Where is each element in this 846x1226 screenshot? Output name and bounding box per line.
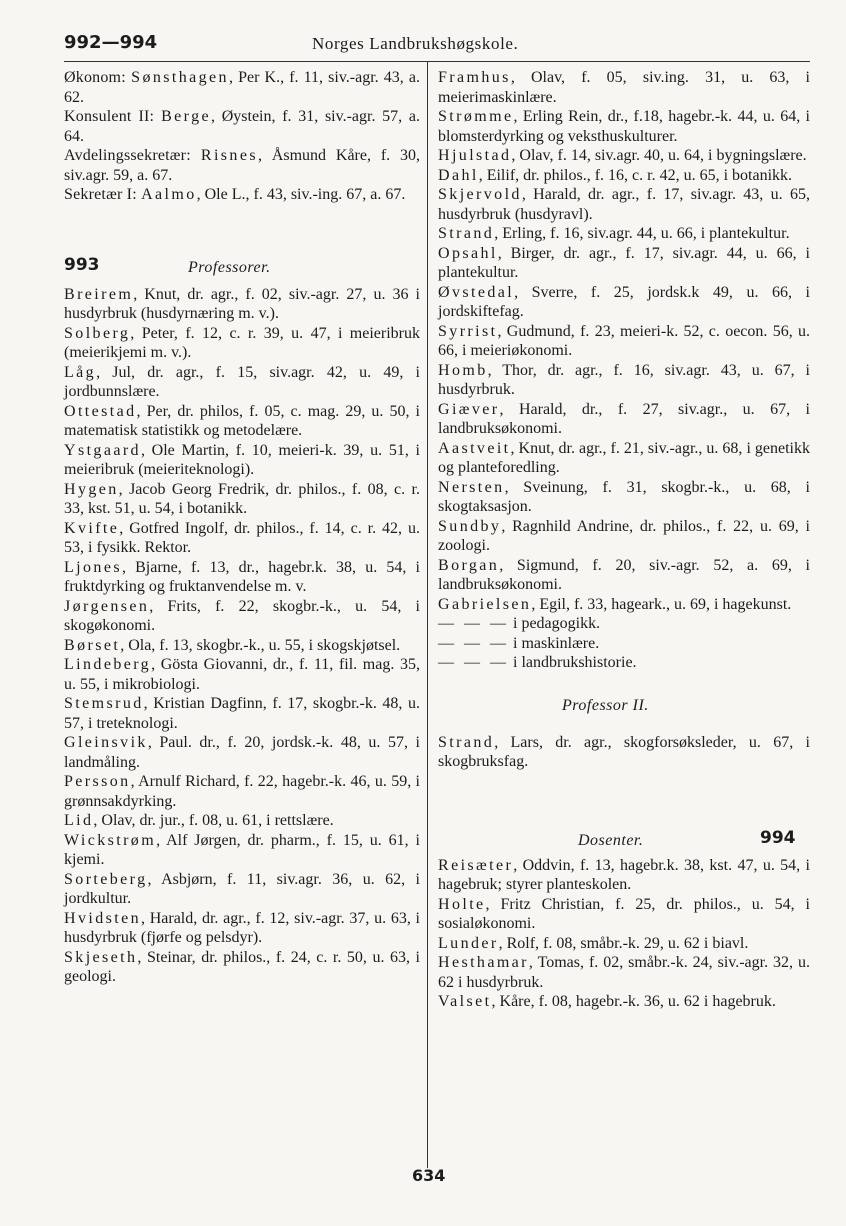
professors-list-left bbox=[64, 285, 420, 987]
professor-entry: Lid, Olav, dr. jur., f. 08, u. 61, i rettslære. bbox=[64, 812, 334, 829]
vacant-chairs bbox=[438, 614, 810, 673]
docent-entry: Valset, Kåre, f. 08, hagebr.-k. 36, u. 62 i hagebruk. bbox=[438, 993, 776, 1010]
professor-entry: Låg, Jul, dr. agr., f. 15, siv.agr. 42, u. 49, i jordbunnslære. bbox=[64, 363, 420, 400]
staff-entry: Sekretær I: Aalmo, Ole L., f. 43, siv.-ing. 67, a. 67. bbox=[64, 186, 406, 203]
professor-entry: Hygen, Jacob Georg Fredrik, dr. philos., f. 08, c. r. 33, kst. 51, u. 54, i botanikk. bbox=[64, 480, 420, 517]
page-header bbox=[64, 32, 810, 60]
professor-entry: Syrrist, Gudmund, f. 23, meieri-k. 52, c. oecon. 56, u. 66, i meieriøkonomi. bbox=[438, 322, 810, 359]
professor-entry: Giæver, Harald, dr., f. 27, siv.agr., u. 67, i landbruksøkonomi. bbox=[438, 400, 810, 437]
professor-ii-heading bbox=[438, 673, 810, 733]
staff-list bbox=[64, 68, 420, 205]
professor-entry: Opsahl, Birger, dr. agr., f. 17, siv.agr. 44, u. 66, i plantekultur. bbox=[438, 244, 810, 281]
professor-entry: Hjulstad, Olav, f. 14, siv.agr. 40, u. 64, i bygningslære. bbox=[438, 147, 807, 164]
page-range: 992—994 bbox=[64, 32, 158, 53]
professor-entry: Solberg, Peter, f. 12, c. r. 39, u. 47, i meieribruk (meierikjemi m. v.). bbox=[64, 324, 420, 361]
professor-entry: Borgan, Sigmund, f. 20, siv.-agr. 52, a. 69, i landbruksøkonomi. bbox=[438, 556, 810, 593]
professor-entry: Jørgensen, Frits, f. 22, skogbr.-k., u. 54, i skogøkonomi. bbox=[64, 597, 420, 634]
vacancy-entry: — — — i pedagogikk. bbox=[438, 615, 601, 632]
professor-ii-list bbox=[438, 733, 810, 772]
professor-entry: Kvifte, Gotfred Ingolf, dr. philos., f. 14, c. r. 42, u. 53, i fysikk. Rektor. bbox=[64, 519, 420, 556]
left-column bbox=[64, 68, 420, 987]
professor-entry: Stemsrud, Kristian Dagfinn, f. 17, skogbr.-k. 48, u. 57, i treteknologi. bbox=[64, 695, 420, 732]
column-divider bbox=[427, 62, 428, 1168]
professor-entry: Strand, Lars, dr. agr., skogforsøksleder, u. 67, i skogbruksfag. bbox=[438, 733, 810, 770]
docent-entry: Reisæter, Oddvin, f. 13, hagebr.k. 38, kst. 47, u. 54, i hagebruk; styrer planteskolen. bbox=[438, 856, 810, 893]
section-994-heading bbox=[438, 772, 810, 856]
staff-entry: Avdelingssekretær: Risnes, Åsmund Kåre, f. 30, siv.agr. 59, a. 67. bbox=[64, 147, 420, 184]
professor-entry: Lindeberg, Gösta Giovanni, dr., f. 11, fil. mag. 35, u. 55, i mikrobiologi. bbox=[64, 656, 420, 693]
section-number: 994 bbox=[760, 827, 796, 848]
professor-entry: Skjeseth, Steinar, dr. philos., f. 24, c. r. 50, u. 63, i geologi. bbox=[64, 948, 420, 985]
section-number: 993 bbox=[64, 254, 100, 275]
professor-entry: Breirem, Knut, dr. agr., f. 02, siv.-agr. 27, u. 36 i husdyrbruk (husdyrnæring m. v.). bbox=[64, 285, 420, 322]
professor-entry: Børset, Ola, f. 13, skogbr.-k., u. 55, i skogskjøtsel. bbox=[64, 636, 401, 654]
section-title: Dosenter. bbox=[578, 831, 644, 849]
professor-entry: Skjervold, Harald, dr. agr., f. 17, siv.agr. 43, u. 65, husdyrbruk (husdyravl). bbox=[438, 186, 810, 223]
professor-entry: Gleinsvik, Paul. dr., f. 20, jordsk.-k. 48, u. 57, i landmåling. bbox=[64, 734, 420, 771]
docent-entry: Lunder, Rolf, f. 08, småbr.-k. 29, u. 62 i biavl. bbox=[438, 934, 749, 952]
professor-entry: Dahl, Eilif, dr. philos., f. 16, c. r. 42, u. 65, i botanikk. bbox=[438, 166, 793, 184]
professor-entry: Øvstedal, Sverre, f. 25, jordsk.k 49, u. 66, i jordskiftefag. bbox=[438, 283, 810, 320]
docent-entry: Holte, Fritz Christian, f. 25, dr. philos., u. 54, i sosialøkonomi. bbox=[438, 895, 810, 932]
professor-entry: Gabrielsen, Egil, f. 33, hageark., u. 69, i hagekunst. bbox=[438, 595, 792, 613]
vacancy-entry: — — — i landbrukshistorie. bbox=[438, 654, 637, 671]
section-993-heading bbox=[64, 205, 420, 285]
professor-entry: Hvidsten, Harald, dr. agr., f. 12, siv.-agr. 37, u. 63, i husdyrbruk (fjørfe og pelsdyr). bbox=[64, 909, 420, 946]
professor-entry: Homb, Thor, dr. agr., f. 16, siv.agr. 43, u. 67, i husdyrbruk. bbox=[438, 361, 810, 398]
right-column bbox=[438, 68, 810, 1012]
staff-entry: Konsulent II: Berge, Øystein, f. 31, siv.-agr. 57, a. 64. bbox=[64, 108, 420, 145]
professor-entry: Aastveit, Knut, dr. agr., f. 21, siv.-agr., u. 68, i genetikk og planteforedling. bbox=[438, 439, 810, 476]
professor-entry: Ottestad, Per, dr. philos, f. 05, c. mag. 29, u. 50, i matematisk statistikk og metodelære. bbox=[64, 402, 420, 439]
professor-entry: Ljones, Bjarne, f. 13, dr., hagebr.k. 38, u. 54, i fruktdyrking og fruktanvendelse m. v. bbox=[64, 558, 420, 595]
section-title: Professor II. bbox=[562, 696, 649, 714]
page-number: 634 bbox=[412, 1166, 446, 1185]
docent-entry: Hesthamar, Tomas, f. 02, småbr.-k. 24, siv.-agr. 32, u. 62 i husdyrbruk. bbox=[438, 954, 810, 991]
staff-entry: Økonom: Sønsthagen, Per K., f. 11, siv.-agr. 43, a. 62. bbox=[64, 69, 420, 106]
section-title: Professorer. bbox=[188, 258, 271, 276]
professor-entry: Persson, Arnulf Richard, f. 22, hagebr.-k. 46, u. 59, i grønnsakdyrking. bbox=[64, 773, 420, 810]
professor-entry: Sundby, Ragnhild Andrine, dr. philos., f. 22, u. 69, i zoologi. bbox=[438, 517, 810, 554]
header-rule bbox=[64, 61, 810, 62]
professor-entry: Strømme, Erling Rein, dr., f.18, hagebr.-k. 44, u. 64, i blomsterdyrking og veksthuskulturer. bbox=[438, 108, 810, 145]
professor-entry: Framhus, Olav, f. 05, siv.ing. 31, u. 63, i meierimaskinlære. bbox=[438, 69, 810, 106]
professor-entry: Ystgaard, Ole Martin, f. 10, meieri-k. 39, u. 51, i meieribruk (meieriteknologi). bbox=[64, 441, 420, 478]
running-title: Norges Landbrukshøgskole. bbox=[312, 34, 519, 53]
professor-entry: Nersten, Sveinung, f. 31, skogbr.-k., u. 68, i skogtaksasjon. bbox=[438, 478, 810, 515]
vacancy-entry: — — — i maskinlære. bbox=[438, 634, 600, 652]
professor-entry: Strand, Erling, f. 16, siv.agr. 44, u. 66, i plantekultur. bbox=[438, 225, 790, 242]
professor-entry: Sorteberg, Asbjørn, f. 11, siv.agr. 36, u. 62, i jordkultur. bbox=[64, 870, 420, 907]
professors-list-right bbox=[438, 68, 810, 614]
docents-list bbox=[438, 856, 810, 1012]
professor-entry: Wickstrøm, Alf Jørgen, dr. pharm., f. 15, u. 61, i kjemi. bbox=[64, 831, 420, 868]
